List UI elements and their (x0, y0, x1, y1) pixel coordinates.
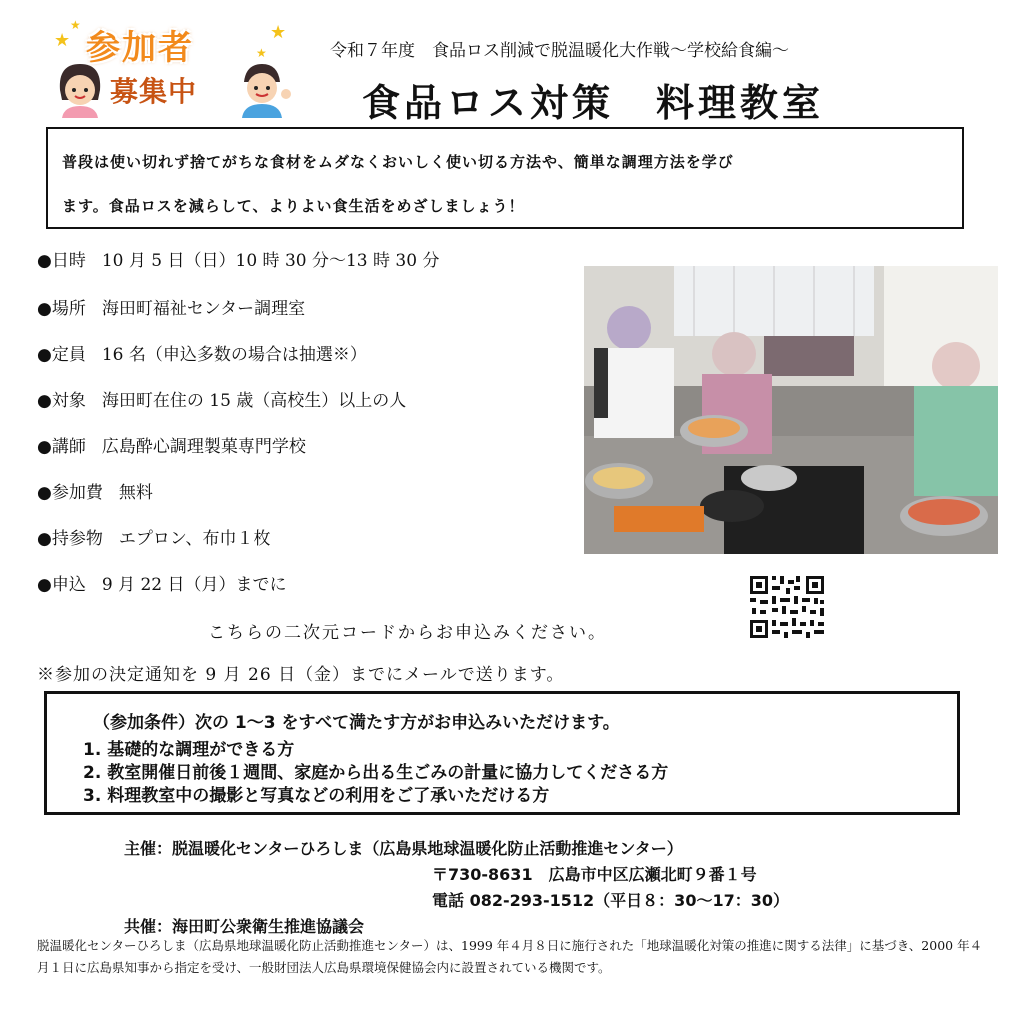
detail-items-to-bring (37, 524, 270, 549)
conditions-box (44, 691, 960, 815)
girl-illustration-icon (52, 60, 108, 118)
condition-item: 2. 教室開催日前後１週間、家庭から出る生ごみの計量に協力してくださる方 (83, 763, 669, 783)
organizer: 主催：脱温暖化センターひろしま（広島県地球温暖化防止活動推進センター） (124, 839, 683, 858)
detail-label: ●持参物 (37, 529, 103, 549)
detail-label: ●場所 (37, 299, 86, 319)
detail-fee (37, 478, 153, 503)
qr-instruction: こちらの二次元コードからお申込みください。 (208, 623, 607, 643)
detail-target (37, 386, 406, 411)
detail-value: 無料 (118, 483, 153, 503)
star-icon: ★ (70, 18, 81, 32)
intro-box (46, 127, 964, 229)
star-icon: ★ (256, 46, 267, 60)
intro-text-line1: 普段は使い切れず捨てがちな食材をムダなくおいしく使い切る方法や、簡単な調理方法を学び (62, 153, 734, 171)
detail-instructor (37, 432, 306, 457)
star-icon: ★ (270, 22, 287, 43)
star-icon: ★ (54, 30, 71, 51)
organization-description: 脱温暖化センターひろしま（広島県地球温暖化防止活動推進センター）は、1999 年４月８日に施行された「地球温暖化対策の推進に関する法律」に基づき、2000 年４月１日に広島県知事から指定を受け、一般財団法人広島県環境保健協会内に設置されている機関です。 (37, 938, 983, 975)
detail-datetime (37, 246, 439, 271)
condition-item: 3. 料理教室中の撮影と写真などの利用をご了承いただける方 (83, 786, 550, 806)
detail-application (37, 570, 287, 595)
badge-line2: 募集中 (110, 75, 198, 108)
condition-item: 1. 基礎的な調理ができる方 (83, 740, 295, 760)
event-subtitle: 令和７年度 食品ロス削減で脱温暖化大作戦〜学校給食編〜 (330, 41, 789, 61)
detail-label: ●対象 (37, 391, 86, 411)
conditions-heading: （参加条件）次の 1〜3 をすべて満たす方がお申込みいただけます。 (93, 713, 620, 733)
detail-label: ●申込 (37, 575, 86, 595)
detail-value: 広島酔心調理製菓専門学校 (101, 437, 306, 457)
detail-label: ●日時 (37, 251, 86, 271)
co-organizer: 共催：海田町公衆衛生推進協議会 (124, 917, 365, 936)
decision-notice: ※参加の決定通知を 9 月 26 日（金）までにメールで送ります。 (37, 665, 565, 685)
organizer-phone: 電話 082-293-1512（平日８：30〜17：30） (432, 891, 789, 910)
detail-value: 海田町在住の 15 歳（高校生）以上の人 (101, 391, 407, 411)
detail-value: 海田町福祉センター調理室 (101, 299, 306, 319)
detail-value: 16 名（申込多数の場合は抽選※） (101, 345, 367, 365)
detail-value: 10 月 5 日（日）10 時 30 分〜13 時 30 分 (101, 251, 440, 271)
cooking-class-photo (584, 266, 998, 554)
detail-capacity (37, 340, 367, 365)
page-title: 食品ロス対策 料理教室 (362, 81, 825, 125)
detail-value: エプロン、布巾１枚 (118, 529, 271, 549)
detail-value: 9 月 22 日（月）までに (101, 575, 287, 595)
intro-text-line2: ます。食品ロスを減らして、よりよい食生活をめざしましょう！ (62, 197, 525, 215)
detail-venue (37, 294, 305, 319)
detail-label: ●参加費 (37, 483, 103, 503)
boy-illustration-icon (230, 60, 292, 118)
detail-label: ●講師 (37, 437, 86, 457)
organizer-address: 〒730-8631 広島市中区広瀬北町９番１号 (432, 865, 757, 884)
badge-line1: 参加者 (86, 28, 194, 68)
detail-label: ●定員 (37, 345, 86, 365)
qr-code[interactable] (736, 572, 838, 642)
recruiting-badge (48, 18, 294, 118)
